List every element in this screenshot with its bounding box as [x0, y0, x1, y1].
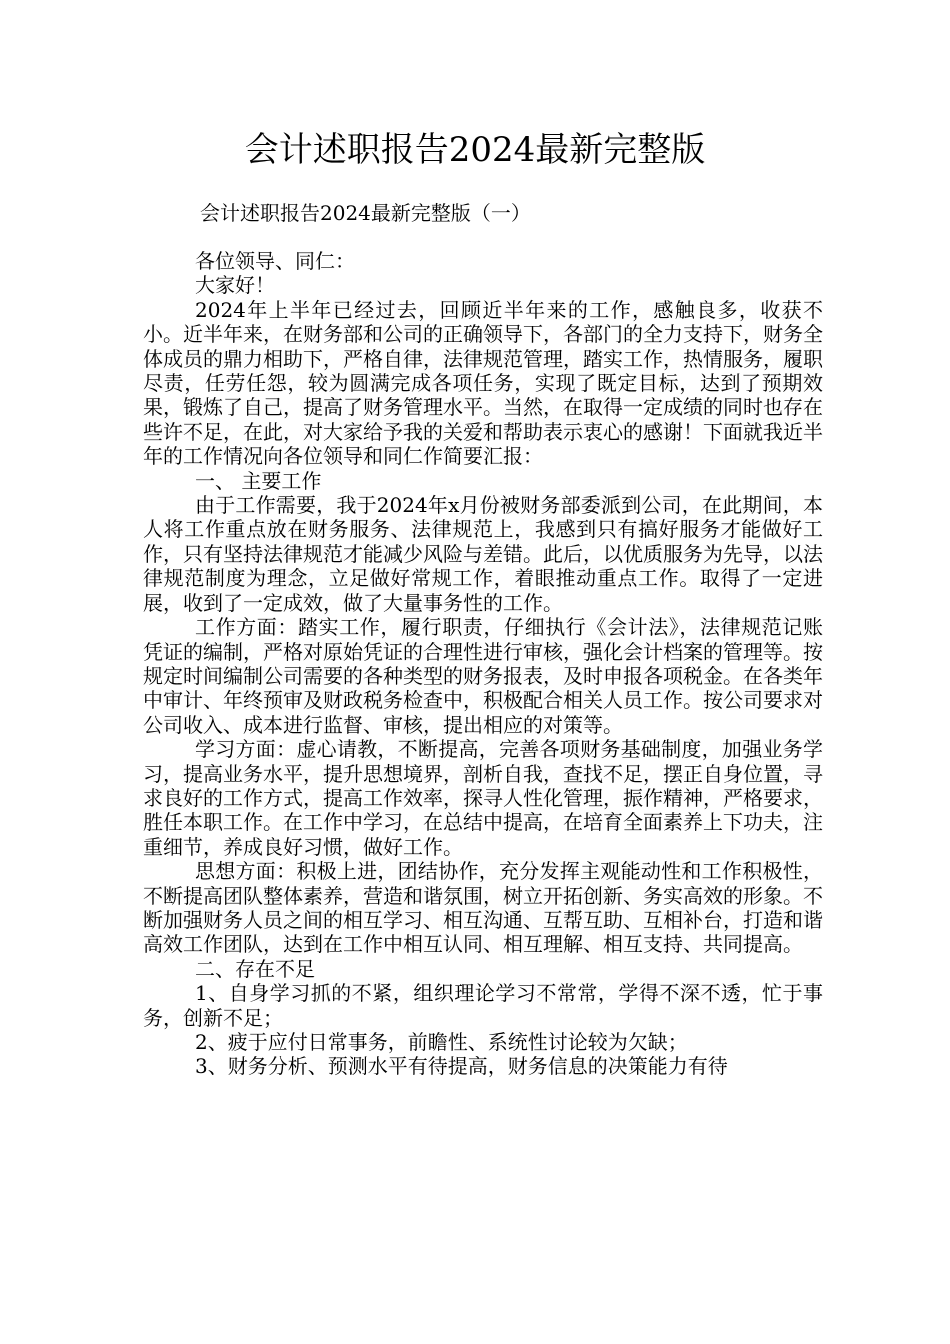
salutation: 各位领导、同仁： — [195, 249, 355, 273]
intro-paragraph: 2024年上半年已经过去，回顾近半年来的工作，感触良多，收获不小。近半年来，在财务部和公司的正确领导下，各部门的全力支持下，财务全体成员的鼎力相助下，严格自律，法律规范管理，踏实工作，热情服务，履职尽责，任劳任怨，较为圆满完成各项任务，实现了既定目标，达到了预期效果，锻炼了自己，提高了财务管理水平。当然，在取得一定成绩的同时也存在些许不足，在此，对大家给予我的关爱和帮助表示衷心的感谢！下面就我近半年的工作情况向各位领导和同仁作简要汇报： — [143, 297, 823, 469]
shortcoming-item-1: 1、自身学习抓的不紧，组织理论学习不常常，学得不深不透，忙于事务，创新不足； — [143, 981, 823, 1030]
greeting: 大家好！ — [195, 273, 275, 298]
work-aspect-paragraph: 工作方面：踏实工作，履行职责，仔细执行《会计法》，法律规范记账凭证的编制，严格对原始凭证的合理性进行审核，强化会计档案的管理等。按规定时间编制公司需要的各种类型的财务报表，及时申报各项税金。在各类年中审计、年终预审及财政税务检查中，积极配合相关人员工作。按公司要求对公司收入、成本进行监督、审核，提出相应的对策等。 — [143, 615, 823, 737]
section-heading-shortcomings: 二、存在不足 — [195, 956, 315, 981]
shortcoming-item-3: 3、财务分析、预测水平有待提高，财务信息的决策能力有待 — [195, 1054, 728, 1079]
thought-aspect-paragraph: 思想方面：积极上进，团结协作，充分发挥主观能动性和工作积极性，不断提高团队整体素养，营造和谐氛围，树立开拓创新、务实高效的形象。不断加强财务人员之间的相互学习、相互沟通、互帮互助、互相补台，打造和谐高效工作团队，达到在工作中相互认同、相互理解、相互支持、共同提高。 — [143, 859, 823, 957]
main-work-paragraph: 由于工作需要，我于2024年x月份被财务部委派到公司，在此期间，本人将工作重点放在财务服务、法律规范上，我感到只有搞好服务才能做好工作，只有坚持法律规范才能减少风险与差错。此后，以优质服务为先导，以法律规范制度为理念，立足做好常规工作，着眼推动重点工作。取得了一定进展，收到了一定成效，做了大量事务性的工作。 — [143, 493, 823, 615]
document-body — [143, 249, 823, 1079]
document-title: 会计述职报告2024最新完整版 — [244, 130, 706, 170]
section-heading-main-work: 一、 主要工作 — [195, 468, 322, 493]
document-subtitle: 会计述职报告2024最新完整版（一） — [200, 201, 531, 225]
study-aspect-paragraph: 学习方面：虚心请教，不断提高，完善各项财务基础制度，加强业务学习，提高业务水平，提升思想境界，剖析自我，查找不足，摆正自身位置，寻求良好的工作方式，提高工作效率，探寻人性化管理，振作精神，严格要求，胜任本职工作。在工作中学习，在总结中提高，在培育全面素养上下功夫，注重细节，养成良好习惯，做好工作。 — [143, 737, 823, 859]
shortcoming-item-2: 2、疲于应付日常事务，前瞻性、系统性讨论较为欠缺； — [195, 1030, 688, 1054]
